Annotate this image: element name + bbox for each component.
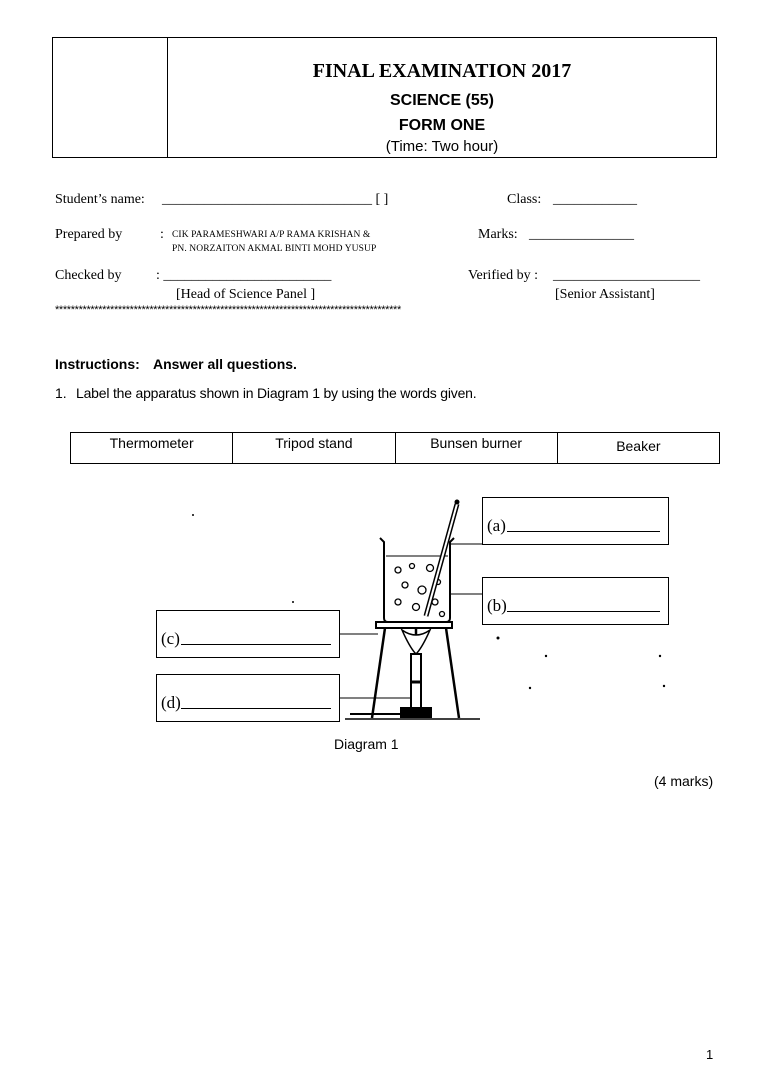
head-panel-caption: [Head of Science Panel ] [176,287,316,302]
verified-by-label: Verified by : [468,268,538,283]
answer-line-a [507,531,660,532]
exam-subject: SCIENCE (55) [389,92,495,109]
class-field[interactable]: ____________ [553,192,637,207]
label-box-a[interactable] [482,497,669,545]
word-beaker: Beaker [616,438,661,454]
instructions-label: Instructions: [55,356,140,372]
prepared-by-label: Prepared by [55,227,123,242]
prepared-by-name-1: CIK PARAMESHWARI A/P RAMA KRISHAN & [172,230,371,240]
exam-form: FORM ONE [398,117,486,134]
student-name-field[interactable]: ______________________________ [ ] [162,192,389,207]
star-separator: **************************************************************************************** [55,304,401,316]
student-name-label: Student’s name: [55,192,145,207]
word-thermometer: Thermometer [71,433,233,463]
checked-by-label: Checked by [55,268,122,283]
marks-label: Marks: [478,227,518,242]
instructions-text: Answer all questions. [153,356,297,372]
prepared-colon: : [160,227,164,242]
label-box-b[interactable] [482,577,669,625]
question-marks: (4 marks) [654,773,714,789]
exam-time: (Time: Two hour) [385,138,499,155]
answer-line-b [507,611,660,612]
page-number: 1 [706,1047,714,1062]
exam-title: FINAL EXAMINATION 2017 [312,60,572,82]
answer-line-d [181,708,331,709]
verified-by-field[interactable]: _____________________ [553,268,700,283]
question-number: 1. [55,385,67,401]
word-bank-table [70,432,720,464]
senior-assistant-caption: [Senior Assistant] [555,287,655,302]
diagram-caption: Diagram 1 [334,736,399,752]
answer-line-c [181,644,331,645]
question-text: Label the apparatus shown in Diagram 1 by using the words given. [76,385,477,401]
class-label: Class: [507,192,542,207]
label-box-c[interactable] [156,610,340,658]
checked-by-field[interactable]: : ________________________ [156,268,332,283]
label-box-d[interactable] [156,674,340,722]
label-c: (c) [161,629,180,648]
word-tripod-stand: Tripod stand [233,433,395,463]
label-b: (b) [487,596,507,615]
marks-field[interactable]: _______________ [529,227,634,242]
exam-header-box [52,37,717,158]
prepared-by-name-2: PN. NORZAITON AKMAL BINTI MOHD YUSUP [172,244,377,254]
word-bunsen-burner: Bunsen burner [396,433,558,463]
label-a: (a) [487,516,506,535]
label-d: (d) [161,693,181,712]
